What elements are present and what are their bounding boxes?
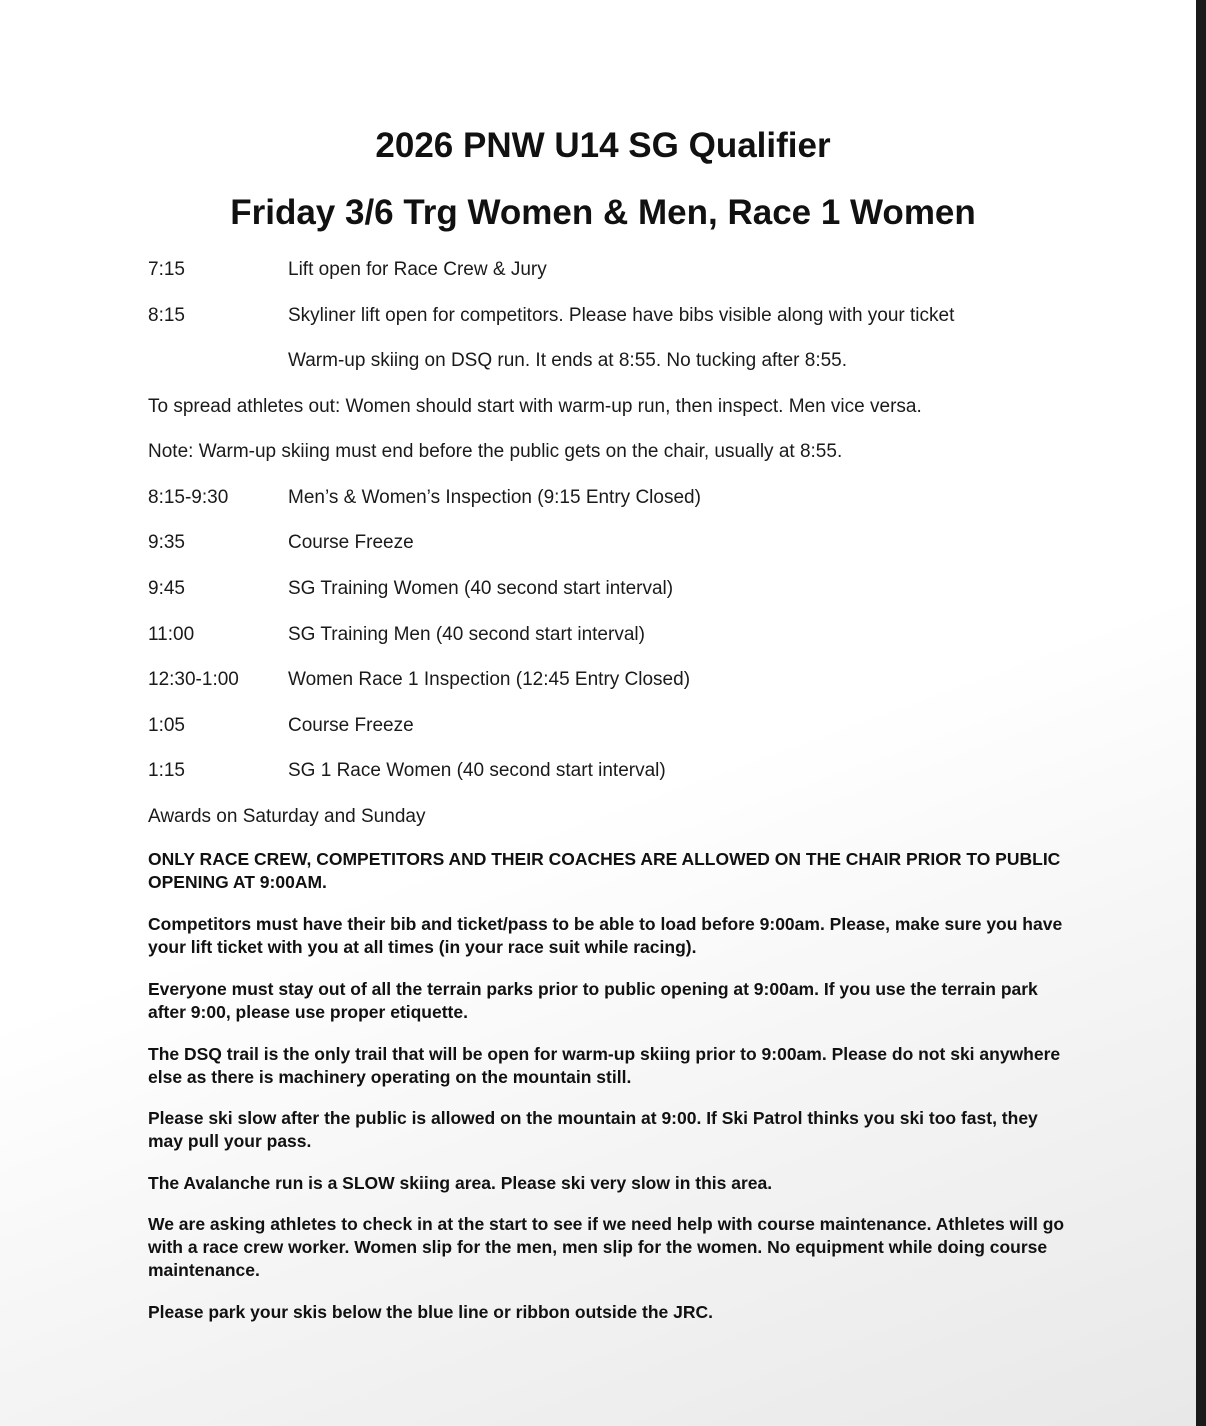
schedule-time: 8:15: [148, 305, 185, 326]
schedule-row: [148, 623, 645, 647]
schedule-time: 9:45: [148, 578, 185, 599]
page-title: 2026 PNW U14 SG Qualifier: [375, 126, 831, 165]
warmup-line: Warm-up skiing on DSQ run. It ends at 8:55. No tucking after 8:55.: [288, 350, 848, 371]
schedule-time: 1:15: [148, 760, 185, 781]
schedule-time: 8:15-9:30: [148, 487, 229, 508]
rule-paragraph: Competitors must have their bib and ticket/pass to be able to load before 9:00am. Please, make sure you have your lift ticket with you at all times (in your race suit while racing).: [148, 914, 1063, 957]
schedule-desc: SG 1 Race Women (40 second start interval): [288, 760, 666, 781]
rule-paragraph: We are asking athletes to check in at the start to see if we need help with course maintenance. Athletes will go with a race crew worker. Women slip for the men, men slip for the women. No equipment while doing course maintenance.: [148, 1214, 1065, 1280]
rule-paragraph: The DSQ trail is the only trail that will be open for warm-up skiing prior to 9:00am. Please do not ski anywhere else as there is machinery operating on the mountain still.: [148, 1044, 1061, 1087]
schedule-desc: Skyliner lift open for competitors. Please have bibs visible along with your ticket: [288, 305, 955, 326]
schedule-row: [148, 258, 547, 282]
schedule-row: [148, 759, 666, 783]
schedule-time: 7:15: [148, 259, 185, 280]
rule-paragraph: The Avalanche run is a SLOW skiing area. Please ski very slow in this area.: [148, 1173, 773, 1193]
schedule-desc: Men’s & Women’s Inspection (9:15 Entry Closed): [288, 487, 701, 508]
schedule-row: [148, 714, 414, 738]
schedule-desc: Course Freeze: [288, 532, 414, 553]
rule-paragraph: ONLY RACE CREW, COMPETITORS AND THEIR COACHES ARE ALLOWED ON THE CHAIR PRIOR TO PUBLIC OPENING AT 9:00AM.: [148, 849, 1061, 892]
schedule-time: 11:00: [148, 624, 195, 645]
spread-note: To spread athletes out: Women should start with warm-up run, then inspect. Men vice versa.: [148, 396, 922, 417]
schedule-time: 9:35: [148, 532, 185, 553]
rule-paragraph: Please ski slow after the public is allowed on the mountain at 9:00. If Ski Patrol thinks you ski too fast, they may pull your pass.: [148, 1108, 1038, 1151]
schedule-desc: Women Race 1 Inspection (12:45 Entry Closed): [288, 669, 691, 690]
schedule-row: [148, 304, 954, 328]
page-subtitle: Friday 3/6 Trg Women & Men, Race 1 Women: [230, 193, 976, 232]
schedule-desc: Lift open for Race Crew & Jury: [288, 259, 547, 280]
awards-note: Awards on Saturday and Sunday: [148, 806, 426, 827]
schedule-desc: SG Training Women (40 second start interval): [288, 578, 674, 599]
schedule-time: 1:05: [148, 715, 185, 736]
rule-paragraph: Everyone must stay out of all the terrain parks prior to public opening at 9:00am. If you use the terrain park after 9:00, please use proper etiquette.: [148, 979, 1038, 1022]
schedule-desc: Course Freeze: [288, 715, 414, 736]
warmup-note: Note: Warm-up skiing must end before the public gets on the chair, usually at 8:55.: [148, 441, 843, 462]
schedule-row: [148, 531, 414, 555]
schedule-row: [148, 668, 690, 692]
schedule-row: [148, 577, 673, 601]
schedule-row: [148, 486, 701, 510]
rule-paragraph: Please park your skis below the blue line or ribbon outside the JRC.: [148, 1302, 713, 1322]
schedule-time: 12:30-1:00: [148, 669, 239, 690]
schedule-desc: SG Training Men (40 second start interval): [288, 624, 645, 645]
